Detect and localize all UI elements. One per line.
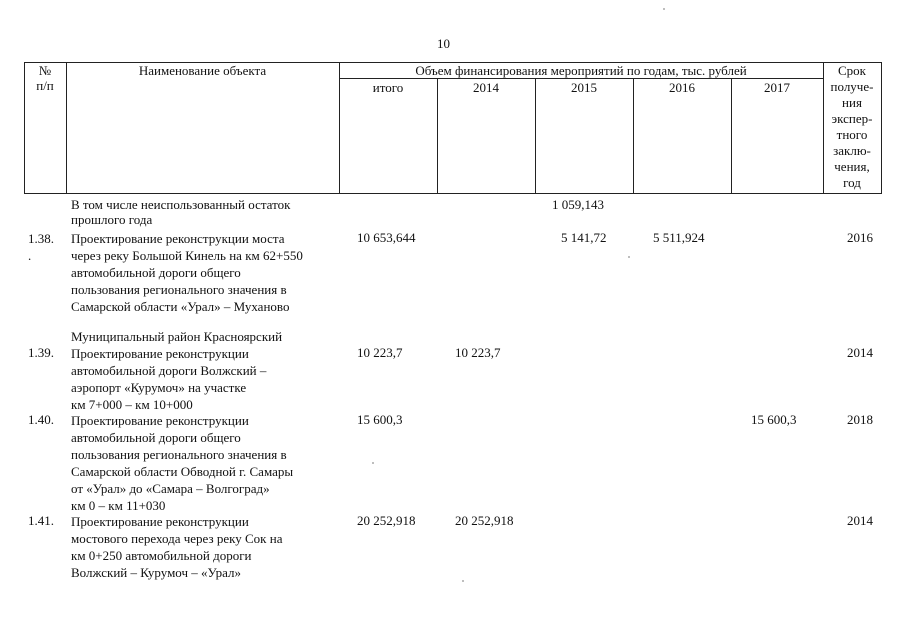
col-border-2016 [731, 78, 732, 194]
row-name: Муниципальный район Красноярский [71, 329, 283, 344]
row-num: 1.38. . [28, 231, 54, 263]
row-2014: 20 252,918 [455, 513, 514, 528]
row-2014: 10 223,7 [455, 345, 501, 360]
row-name: Проектирование реконструкции моста через реку Большой Кинель на км 62+550 автомобильной дороги общего пользования регионального значения в Самарской области «Урал» – Муханово [71, 231, 303, 314]
row-deadline: 2014 [847, 513, 873, 528]
row-2015: 5 141,72 [561, 230, 607, 245]
row-deadline: 2018 [847, 412, 873, 427]
row-name: Проектирование реконструкции автомобильной дороги общего пользования регионального значения в Самарской области Обводной г. Самары от «Урал» до «Самара – Волгоград» км 0 – км 11+030 [71, 413, 294, 513]
header-bottom-border [24, 193, 882, 194]
row-2015: 1 059,143 [552, 197, 604, 212]
scan-speck [372, 462, 374, 464]
row-2017: 15 600,3 [751, 412, 797, 427]
row-total: 10 653,644 [357, 230, 416, 245]
header-deadline: Срок получе- ния экспер- тного заклю- чения, год [830, 63, 874, 190]
col-border-2015 [633, 78, 634, 194]
row-name: В том числе неиспользованный остаток прошлого года [71, 197, 291, 227]
header-2014: 2014 [473, 80, 499, 95]
row-total: 10 223,7 [357, 345, 403, 360]
scan-speck [462, 580, 464, 582]
scan-speck [628, 256, 630, 258]
row-num: 1.39. [28, 345, 54, 360]
header-funding: Объем финансирования мероприятий по годам, тыс. рублей [415, 63, 747, 78]
col-border-num [66, 62, 67, 194]
funding-sub-border [339, 78, 823, 79]
scan-speck [663, 8, 665, 10]
col-border-right [881, 62, 882, 194]
header-total: итого [372, 80, 404, 95]
row-total: 15 600,3 [357, 412, 403, 427]
row-num: 1.40. [28, 412, 54, 427]
row-deadline: 2016 [847, 230, 873, 245]
header-2017: 2017 [764, 80, 790, 95]
row-num: 1.41. [28, 513, 54, 528]
row-name: Проектирование реконструкции автомобильной дороги Волжский – аэропорт «Курумоч» на участке км 7+000 – км 10+000 [71, 346, 267, 412]
col-border-total [437, 78, 438, 194]
row-deadline: 2014 [847, 345, 873, 360]
header-name: Наименование объекта [138, 63, 267, 78]
row-2016: 5 511,924 [653, 230, 705, 245]
row-name: Проектирование реконструкции мостового перехода через реку Сок на км 0+250 автомобильной дороги Волжский – Курумоч – «Урал» [71, 514, 283, 580]
header-2016: 2016 [669, 80, 695, 95]
header-num: № п/п [36, 63, 54, 93]
page-number: 10 [437, 36, 450, 51]
header-2015: 2015 [571, 80, 597, 95]
col-border-2014 [535, 78, 536, 194]
row-total: 20 252,918 [357, 513, 416, 528]
